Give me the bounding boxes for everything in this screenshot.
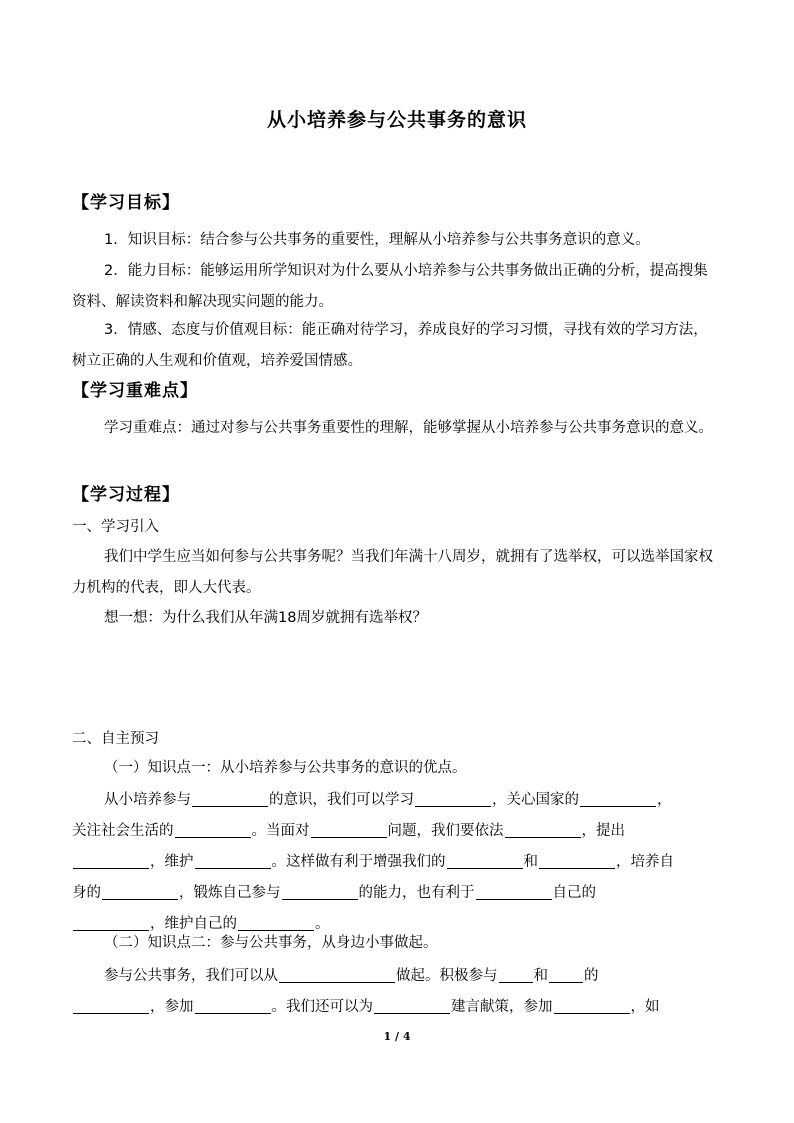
fill-blank[interactable] xyxy=(192,790,268,807)
objective-item-2: 2．能力目标：能够运用所学知识对为什么要从小培养参与公共事务做出正确的分析，提高搜集资料、解读资料和解决现实问题的能力。 xyxy=(72,263,708,310)
section-heading-process: 【学习过程】 xyxy=(72,485,180,505)
fill-blank[interactable] xyxy=(549,966,583,983)
fill-blank[interactable] xyxy=(539,852,615,869)
point1-line-1: 从小培养参与 的意识，我们可以学习 ，关心国家的 ， xyxy=(104,792,672,808)
point2-title: （二）知识点二：参与公共事务，从身边小事做起。 xyxy=(104,935,438,951)
fill-blank[interactable] xyxy=(195,997,271,1014)
fill-blank[interactable] xyxy=(447,852,523,869)
fill-blank[interactable] xyxy=(102,883,178,900)
point1-line-5: ，维护自己的 。 xyxy=(72,913,722,935)
page-title: 从小培养参与公共事务的意识 xyxy=(266,109,527,131)
point2-line-1: 参与公共事务，我们可以从 做起。积极参与 和 的 xyxy=(104,968,599,984)
fill-blank[interactable] xyxy=(415,790,491,807)
fill-blank[interactable] xyxy=(73,997,149,1014)
point1-title: （一）知识点一：从小培养参与公共事务的意识的优点。 xyxy=(104,760,467,776)
point1-line-4: 身的 ，锻炼自己参与 的能力，也有利于 自己的 xyxy=(72,885,596,901)
point1-line-2: 关注社会生活的 。当面对 问题，我们要依法 ，提出 xyxy=(72,823,625,839)
fill-blank[interactable] xyxy=(554,997,630,1014)
fill-blank[interactable] xyxy=(279,966,395,983)
preview-heading: 二、自主预习 xyxy=(72,731,159,747)
objective-item-1: 1．知识目标：结合参与公共事务的重要性，理解从小培养参与公共事务意识的意义。 xyxy=(104,232,650,248)
fill-blank[interactable] xyxy=(195,852,271,869)
section-heading-key-points: 【学习重难点】 xyxy=(72,381,198,401)
section-heading-objectives: 【学习目标】 xyxy=(72,193,180,213)
fill-blank[interactable] xyxy=(73,852,149,869)
page-number: 1 / 4 xyxy=(383,1030,411,1043)
intro-text: 我们中学生应当如何参与公共事务呢？当我们年满十八周岁，就拥有了选举权，可以选举国家权力机构的代表，即人大代表。 xyxy=(72,549,713,596)
fill-blank[interactable] xyxy=(374,997,450,1014)
fill-blank[interactable] xyxy=(282,883,358,900)
intro-heading: 一、学习引入 xyxy=(72,519,159,535)
intro-question: 想一想：为什么我们从年满18周岁就拥有选举权？ xyxy=(104,610,427,626)
point2-line-2: ，参加 。我们还可以为 建言献策，参加 ，如 xyxy=(72,996,722,1018)
point1-line-3: ，维护 。这样做有利于增强我们的 和 ，培养自 xyxy=(72,851,722,873)
fill-blank[interactable] xyxy=(499,966,533,983)
key-points-text: 学习重难点：通过对参与公共事务重要性的理解，能够掌握从小培养参与公共事务意识的意义。 xyxy=(104,420,713,436)
objective-item-3: 3．情感、态度与价值观目标：能正确对待学习，养成良好的学习习惯，寻找有效的学习方法，树立正确的人生观和价值观，培养爱国情感。 xyxy=(72,322,708,369)
fill-blank[interactable] xyxy=(505,821,581,838)
fill-blank[interactable] xyxy=(175,821,251,838)
fill-blank[interactable] xyxy=(311,821,387,838)
fill-blank[interactable] xyxy=(476,883,552,900)
fill-blank[interactable] xyxy=(580,790,656,807)
